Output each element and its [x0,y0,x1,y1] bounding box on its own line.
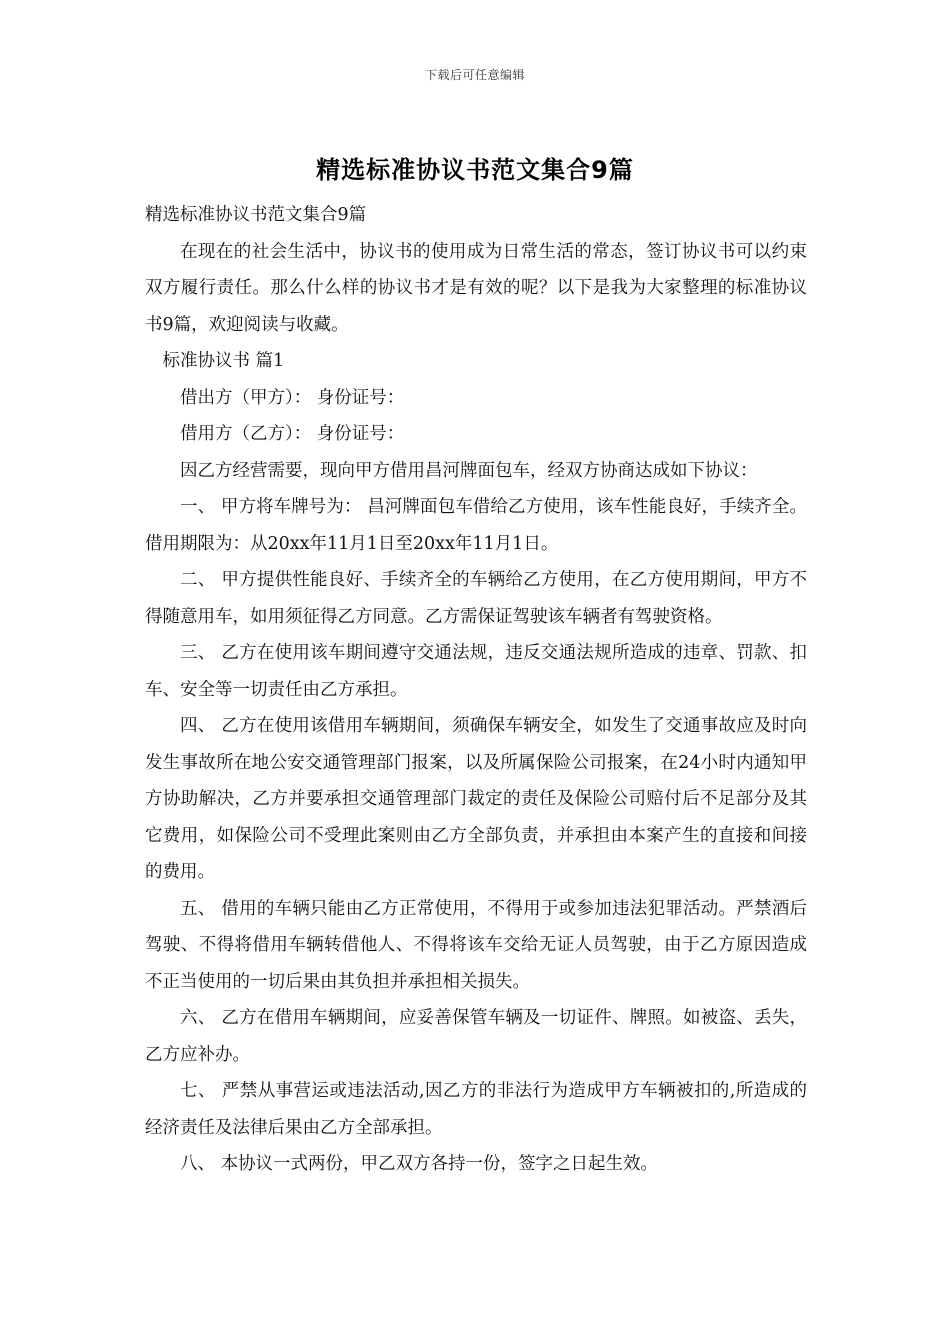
document-body [145,197,807,1183]
clause-1-paragraph: 一、 甲方将车牌号为： 昌河牌面包车借给乙方使用，该车性能良好，手续齐全。借用期限为：从20xx年11月1日至20xx年11月1日。 [145,497,807,554]
section-heading: 标准协议书 篇1 [162,351,285,371]
header-note: 下载后可任意编辑 [424,68,525,82]
clause-6-paragraph: 六、 乙方在借用车辆期间，应妥善保管车辆及一切证件、牌照。如被盗、丢失，乙方应补办。 [145,1008,807,1065]
clause-5-paragraph: 五、 借用的车辆只能由乙方正常使用，不得用于或参加违法犯罪活动。严禁酒后驾驶、不得将借用车辆转借他人、不得将该车交给无证人员驾驶，由于乙方原因造成不正当使用的一切后果由其负担并承担相关损失。 [145,898,807,992]
borrower-line: 借用方（乙方）： 身份证号： [180,424,405,444]
intro-paragraph: 在现在的社会生活中，协议书的使用成为日常生活的常态，签订协议书可以约束双方履行责任。那么什么样的协议书才是有效的呢？以下是我为大家整理的标准协议书9篇，欢迎阅读与收藏。 [145,241,807,335]
clause-7-paragraph: 七、 严禁从事营运或违法活动,因乙方的非法行为造成甲方车辆被扣的,所造成的经济责任及法律后果由乙方全部承担。 [145,1081,807,1138]
clause-4-paragraph: 四、 乙方在使用该借用车辆期间，须确保车辆安全，如发生了交通事故应及时向发生事故所在地公安交通管理部门报案，以及所属保险公司报案，在24小时内通知甲方协助解决，乙方并要承担交通管理部门裁定的责任及保险公司赔付后不足部分及其它费用，如保险公司不受理此案则由乙方全部负责，并承担由本案产生的直接和间接的费用。 [145,716,807,882]
preamble-paragraph: 因乙方经营需要，现向甲方借用昌河牌面包车，经双方协商达成如下协议： [180,460,758,481]
subtitle-paragraph: 精选标准协议书范文集合9篇 [145,205,367,225]
document-title: 精选标准协议书范文集合9篇 [316,156,634,184]
clause-3-paragraph: 三、 乙方在使用该车期间遵守交通法规，违反交通法规所造成的违章、罚款、扣车、安全等一切责任由乙方承担。 [145,643,807,700]
clause-2-paragraph: 二、 甲方提供性能良好、手续齐全的车辆给乙方使用，在乙方使用期间，甲方不得随意用车，如用须征得乙方同意。乙方需保证驾驶该车辆者有驾驶资格。 [145,570,807,627]
clause-8-paragraph: 八、 本协议一式两份，甲乙双方各持一份，签字之日起生效。 [180,1154,659,1174]
lender-line: 借出方（甲方）： 身份证号： [180,387,405,408]
